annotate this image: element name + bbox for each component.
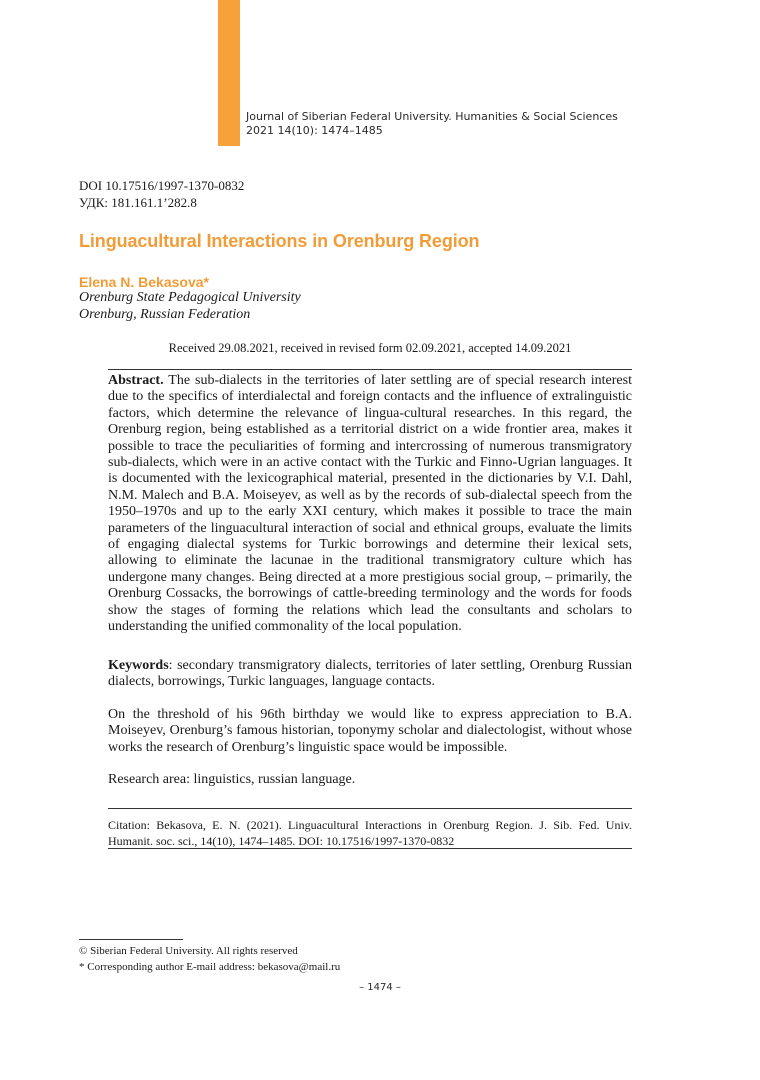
location: Orenburg, Russian Federation [79,307,251,322]
copyright-note: © Siberian Federal University. All rights reserved [79,945,298,957]
received-dates: Received 29.08.2021, received in revised form 02.09.2021, accepted 14.09.2021 [168,341,572,355]
accent-bar [218,0,240,146]
abstract-label: Abstract. [108,373,164,388]
keywords [108,658,632,691]
citation: Citation: Bekasova, E. N. (2021). Linguacultural Interactions in Orenburg Region. J. Sib. Fed. Univ. Humanit. soc. sci., 14(10), 1474–1485. DOI: 10.17516/1997-1370-0832 [108,818,632,848]
divider [108,369,632,370]
doi: DOI 10.17516/1997-1370-0832 [79,178,245,193]
abstract-text: The sub-dialects in the territories of later settling are of special research interest due to the specifics of interdialectal and foreign contacts and the influence of extralinguistic factors, which determine the relevance of lingua-cultural researches. In this regard, the Orenburg region, being established as a territorial district on a wide frontier area, makes it possible to trace the peculiarities of forming and intercrossing of numerous transmigratory sub-dialects, which were in an active contact with the Turkic and Finno-Ugrian languages. It is documented with the lexicographical material, presented in the dictionaries by V.I. Dahl, N.M. Malech and B.A. Moiseyev, as well as by the records of sub-dialectal speech from the 1950–1970s and up to the early XXI century, which makes it possible to trace the main parameters of the linguacultural interaction of social and ethnical groups, evaluate the limits of engaging dialectal systems for Turkic borrowings and determine their lexical sets, allowing to eliminate the lacunae in the traditional transmigratory culture which has undergone many changes. Being directed at a more prestigious social group, – primarily, the Orenburg Cossacks, the borrowings of cattle-breeding terminology and the words for foods show the stages of forming the relations which lead the consultants and scholars to understanding the unified commonality of the local population. [108,373,632,635]
udk: УДК: 181.161.1’282.8 [79,195,197,210]
dedication: On the threshold of his 96th birthday we would like to express appreciation to B.A. Moiseyev, Orenburg’s famous historian, toponymy scholar and dialectologist, without whose works the research of Orenburg’s linguistic space would be impossible. [108,707,632,755]
affiliation-block [79,289,301,323]
footnotes [79,943,340,975]
divider [108,808,632,809]
article-title: Linguacultural Interactions in Orenburg Region [79,231,480,251]
divider [108,848,632,849]
corresponding-note: * Corresponding author E-mail address: bekasova@mail.ru [79,961,341,973]
research-area: Research area: linguistics, russian language. [108,772,356,787]
keywords-text: : secondary transmigratory dialects, territories of later settling, Orenburg Russian dialects, borrowings, Turkic languages, language contacts. [108,658,632,690]
journal-issue: 2021 14(10): 1474–1485 [246,124,383,137]
journal-header [246,110,618,138]
author-name: Elena N. Bekasova* [79,274,209,290]
journal-name: Journal of Siberian Federal University. Humanities & Social Sciences [246,110,618,123]
footnote-divider [79,939,183,940]
affiliation: Orenburg State Pedagogical University [79,290,301,305]
identifiers [79,177,244,211]
keywords-label: Keywords [108,658,169,673]
abstract [108,373,632,636]
page-number: – 1474 – [359,982,401,993]
